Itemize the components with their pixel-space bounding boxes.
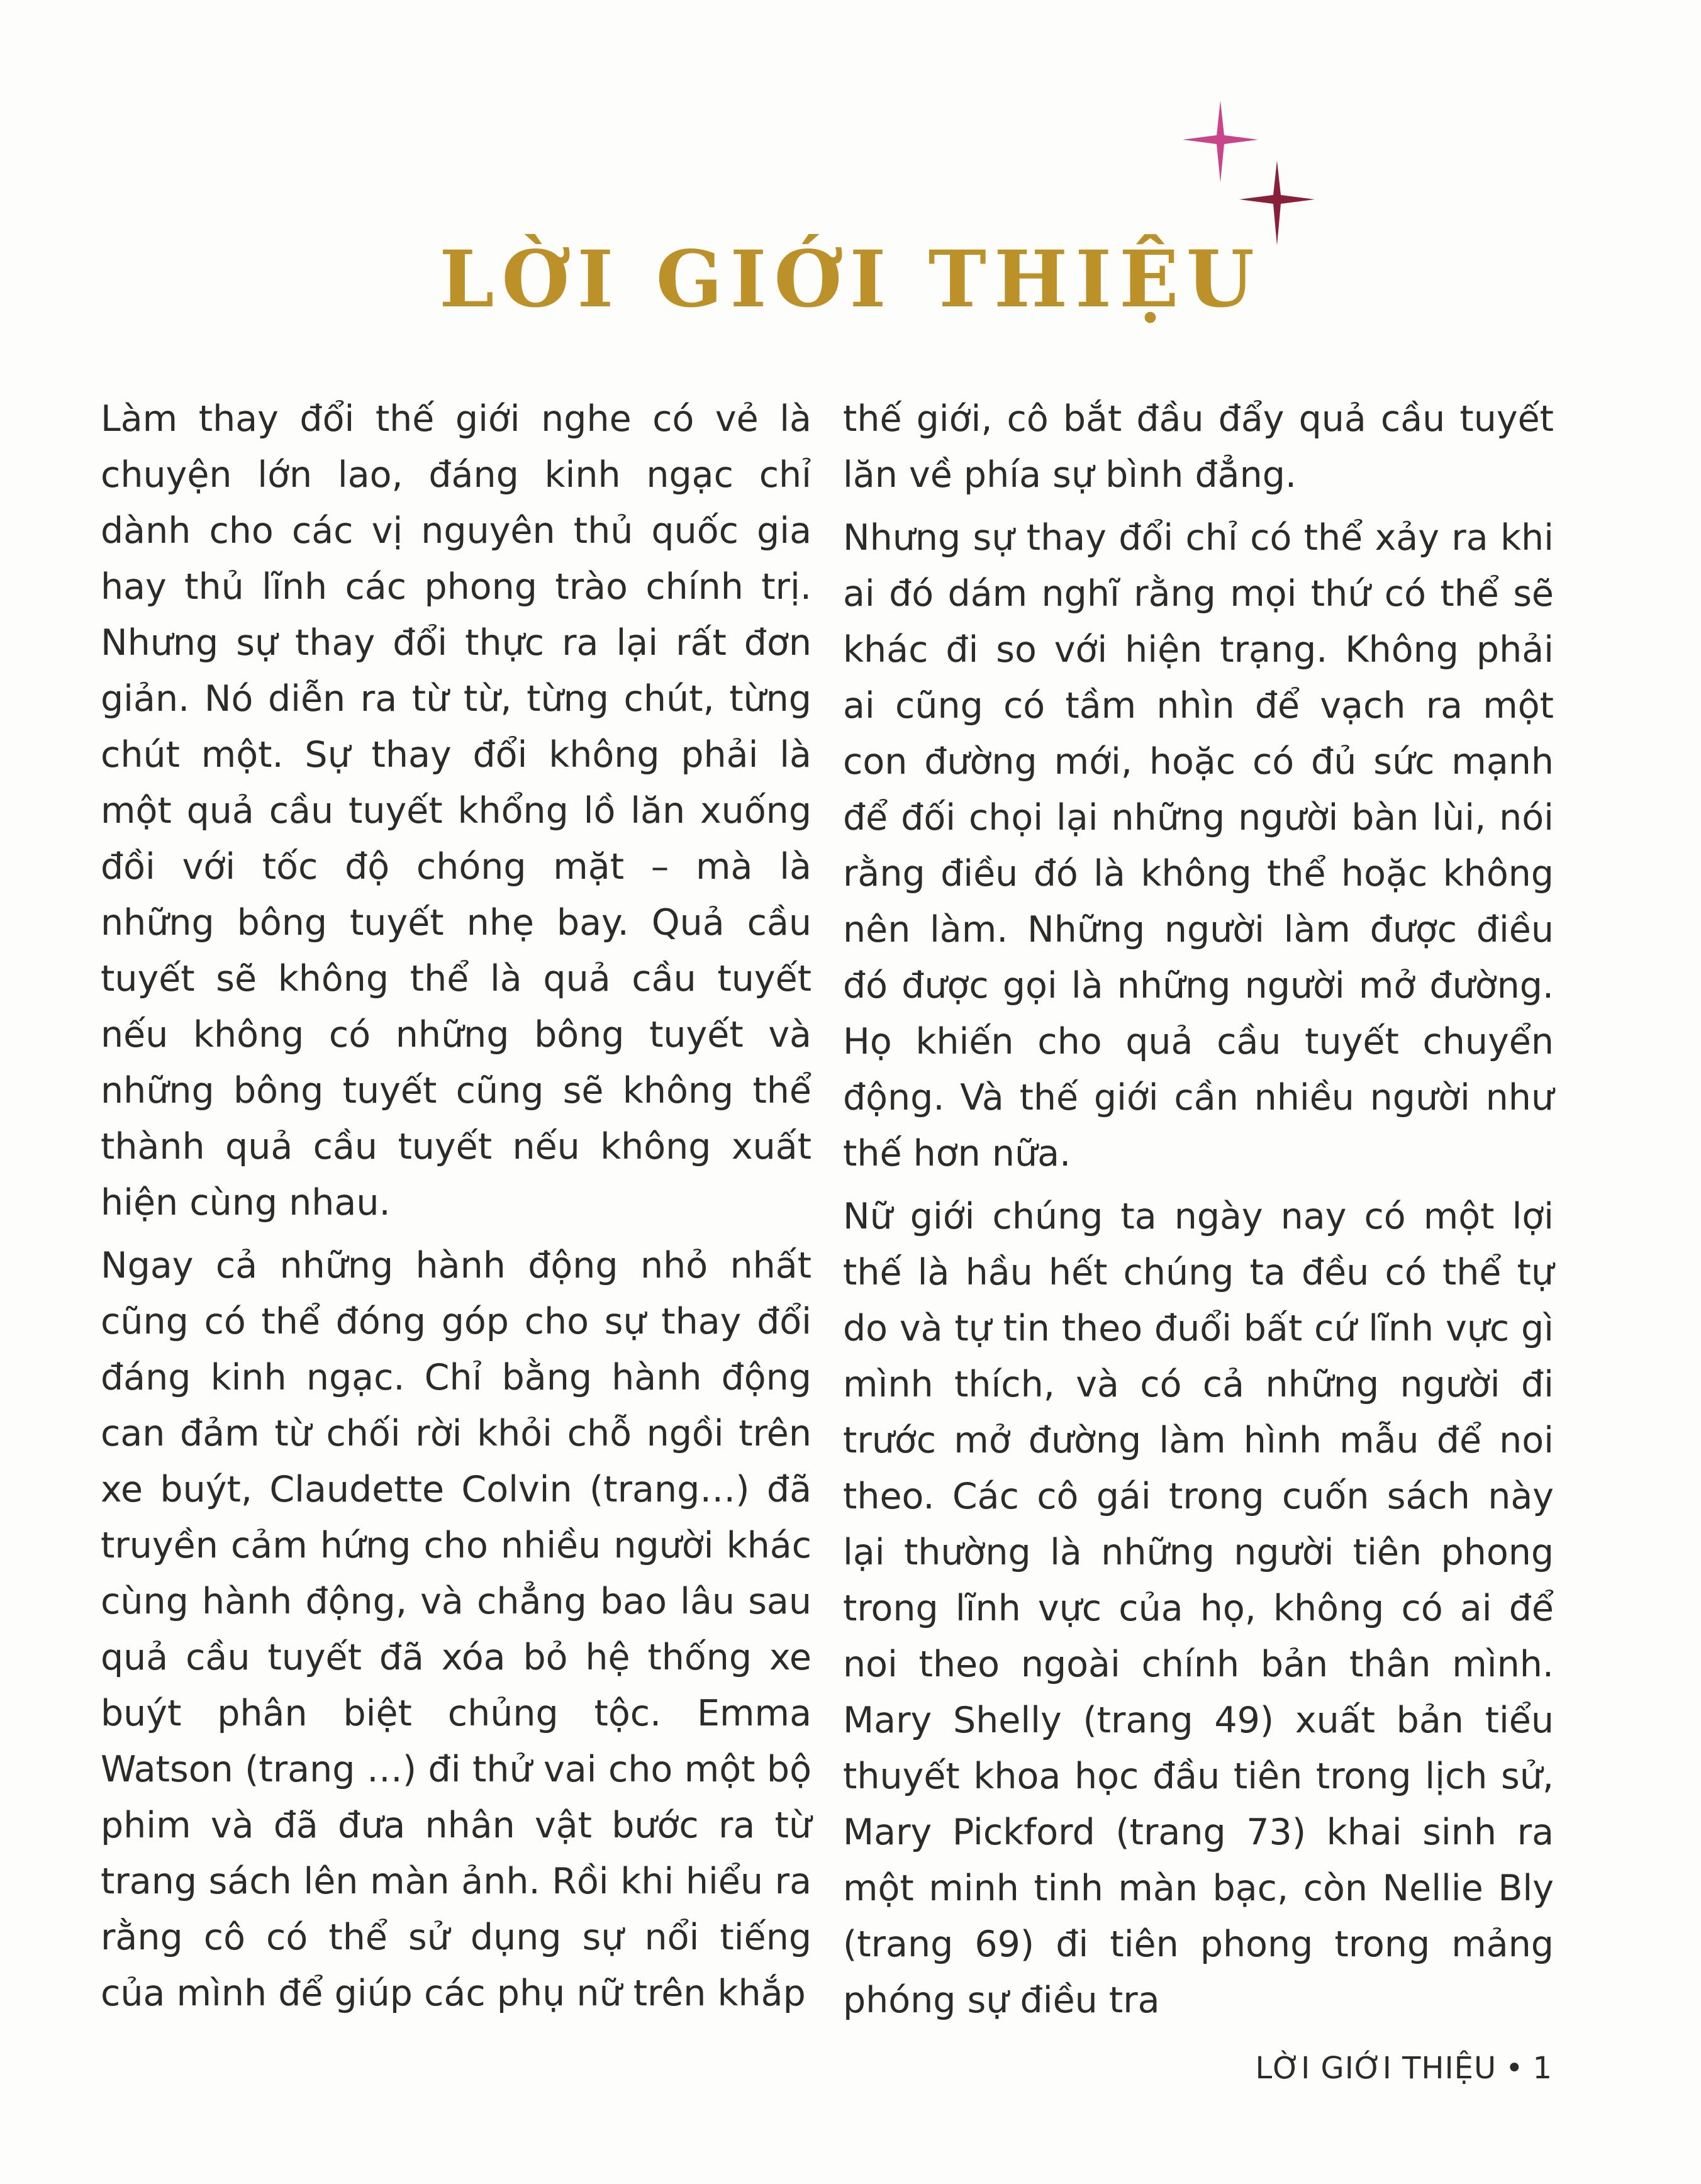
- left-column: [101, 391, 811, 2029]
- paragraph: Nhưng sự thay đổi chỉ có thể xảy ra khi ai đó dám nghĩ rằng mọi thứ có thể sẽ khác đi so với hiện trạng. Không phải ai cũng có tầm nhìn để vạch ra một con đường mới, hoặc có đủ sức mạnh để đối chọi lại những người bàn lùi, nói rằng điều đó là không thể hoặc không nên làm. Những người làm được điều đó được gọi là những người mở đường. Họ khiến cho quả cầu tuyết chuyển động. Và thế giới cần nhiều người như thế hơn nữa.: [843, 517, 1554, 1174]
- right-column: [843, 391, 1554, 2036]
- paragraph: thế giới, cô bắt đầu đẩy quả cầu tuyết lăn về phía sự bình đẳng.: [843, 398, 1554, 496]
- paragraph: Nữ giới chúng ta ngày nay có một lợi thế là hầu hết chúng ta đều có thể tự do và tự tin theo đuổi bất cứ lĩnh vực gì mình thích, và có cả những người đi trước mở đường làm hình mẫu để noi theo. Các cô gái trong cuốn sách này lại thường là những người tiên phong trong lĩnh vực của họ, không có ai để noi theo ngoài chính bản thân mình. Mary Shelly (trang 49) xuất bản tiểu thuyết khoa học đầu tiên trong lịch sử, Mary Pickford (trang 73) khai sinh ra một minh tinh màn bạc, còn Nellie Bly (trang 69) đi tiên phong trong mảng phóng sự điều tra: [843, 1196, 1554, 2021]
- paragraph: Làm thay đổi thế giới nghe có vẻ là chuyện lớn lao, đáng kinh ngạc chỉ dành cho các vị nguyên thủ quốc gia hay thủ lĩnh các phong trào chính trị. Nhưng sự thay đổi thực ra lại rất đơn giản. Nó diễn ra từ từ, từng chút, từng chút một. Sự thay đổi không phải là một quả cầu tuyết khổng lồ lăn xuống đồi với tốc độ chóng mặt – mà là những bông tuyết nhẹ bay. Quả cầu tuyết sẽ không thể là quả cầu tuyết nếu không có những bông tuyết và những bông tuyết cũng sẽ không thể thành quả cầu tuyết nếu không xuất hiện cùng nhau.: [101, 398, 811, 1223]
- footer-separator: •: [1505, 2051, 1524, 2086]
- footer-section-title: LỜI GIỚI THIỆU: [1255, 2051, 1497, 2086]
- page-number: 1: [1532, 2051, 1553, 2086]
- page-title: LỜI GIỚI THIỆU: [439, 234, 1262, 325]
- pink-sparkle-icon: [1183, 101, 1258, 182]
- paragraph: Ngay cả những hành động nhỏ nhất cũng có thể đóng góp cho sự thay đổi đáng kinh ngạc. Chỉ bằng hành động can đảm từ chối rời khỏi chỗ ngồi trên xe buýt, Claudette Colvin (trang…) đã truyền cảm hứng cho nhiều người khác cùng hành động, và chẳng bao lâu sau quả cầu tuyết đã xóa bỏ hệ thống xe buýt phân biệt chủng tộc. Emma Watson (trang …) đi thử vai cho một bộ phim và đã đưa nhân vật bước ra từ trang sách lên màn ảnh. Rồi khi hiểu ra rằng cô có thể sử dụng sự nổi tiếng của mình để giúp các phụ nữ trên khắp: [101, 1245, 811, 2014]
- page-footer: [1256, 2051, 1553, 2086]
